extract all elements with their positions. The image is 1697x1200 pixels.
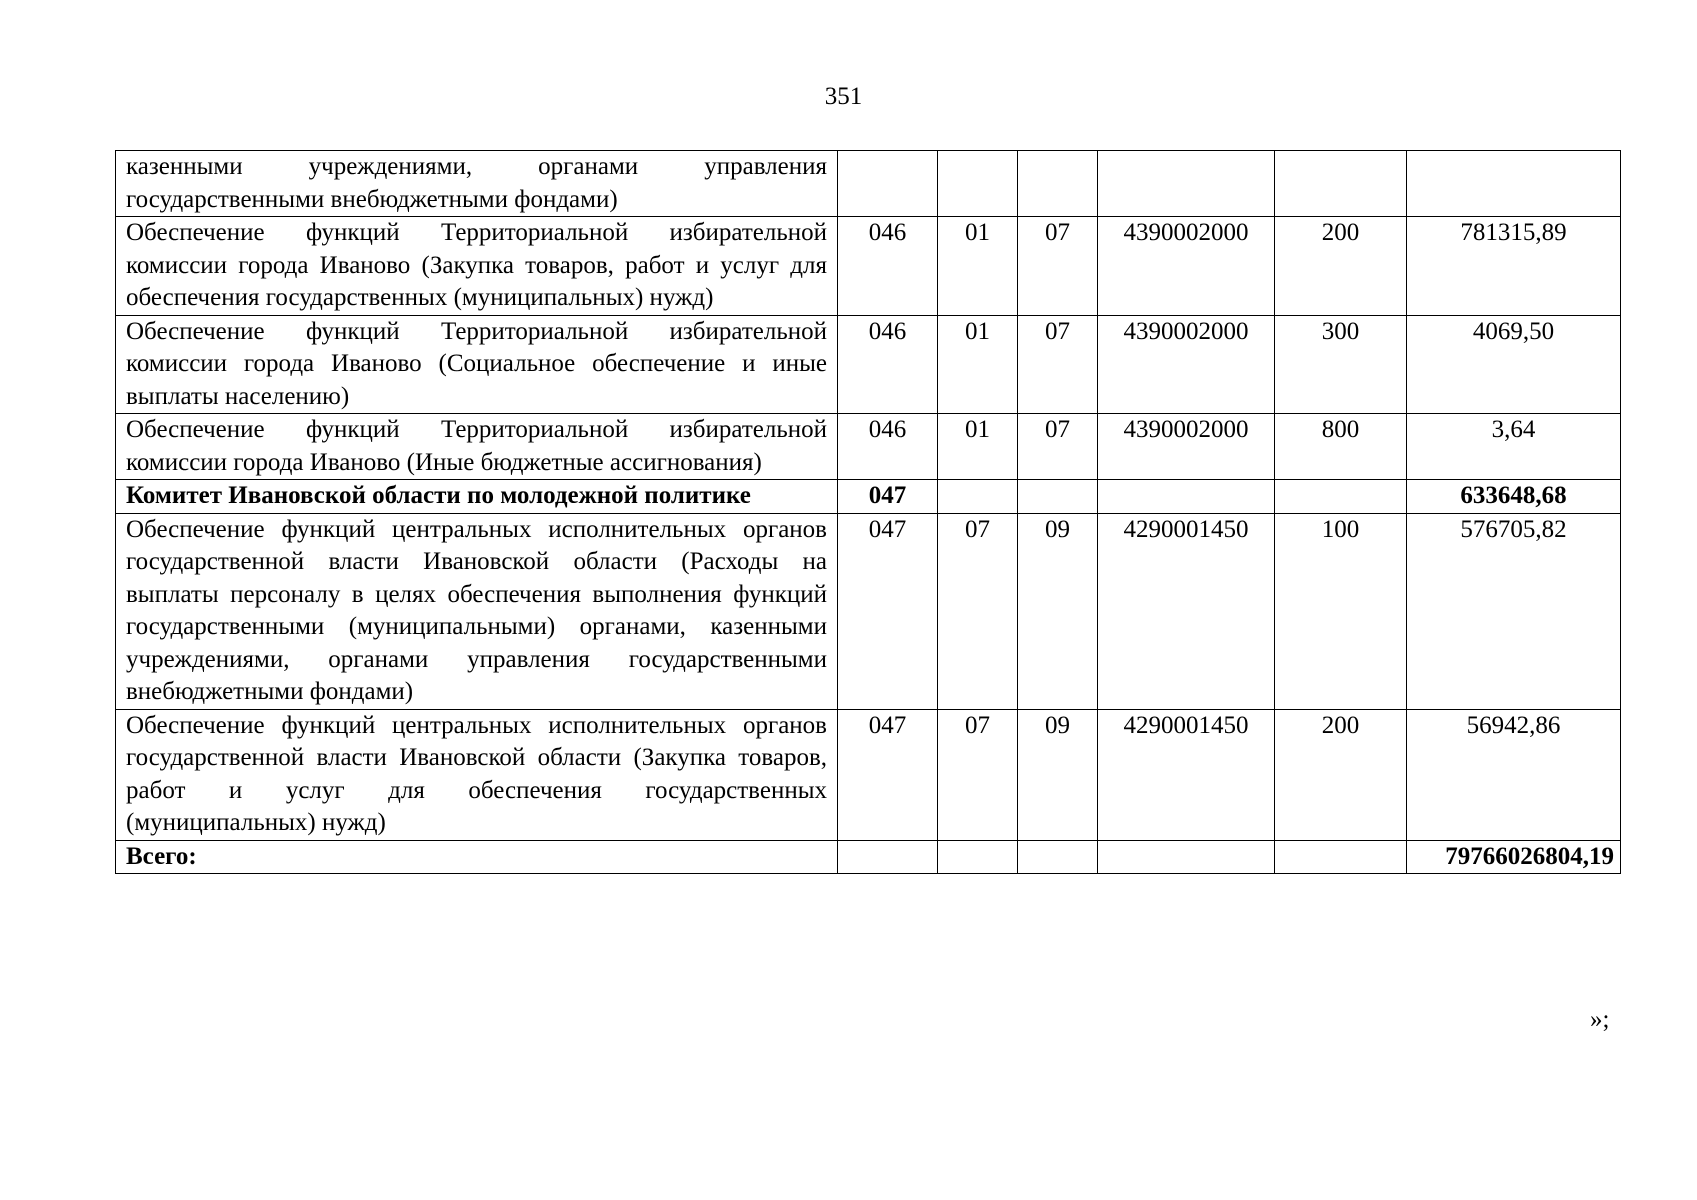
table-row bbox=[116, 414, 1621, 480]
row-subsection-cell: 07 bbox=[1018, 217, 1098, 316]
row-section-cell: 07 bbox=[938, 709, 1018, 840]
row-section-cell: 07 bbox=[938, 513, 1018, 709]
row-admin-code-cell: 046 bbox=[838, 414, 938, 480]
table-row bbox=[116, 709, 1621, 840]
row-admin-code-cell bbox=[838, 151, 938, 217]
row-section-cell bbox=[938, 151, 1018, 217]
row-name-cell: Обеспечение функций центральных исполнительных органов государственной власти Ивановской области (Расходы на выплаты персоналу в целях обеспечения выполнения функций государственными (муниципальными) органами, казенными учреждениями, органами управления государственными внебюджетными фондами) bbox=[116, 513, 838, 709]
total-empty-cell bbox=[838, 840, 938, 874]
row-target-article-cell: 4390002000 bbox=[1098, 217, 1275, 316]
row-subsection-cell bbox=[1018, 151, 1098, 217]
row-sum-cell: 781315,89 bbox=[1407, 217, 1621, 316]
row-expense-type-cell: 200 bbox=[1275, 217, 1407, 316]
table-row bbox=[116, 480, 1621, 514]
row-expense-type-cell bbox=[1275, 480, 1407, 514]
table-row bbox=[116, 513, 1621, 709]
row-name-cell: Обеспечение функций Территориальной избирательной комиссии города Иваново (Социальное обеспечение и иные выплаты населению) bbox=[116, 315, 838, 414]
table-row bbox=[116, 151, 1621, 217]
row-admin-code-cell: 047 bbox=[838, 709, 938, 840]
row-sum-cell: 56942,86 bbox=[1407, 709, 1621, 840]
row-section-cell bbox=[938, 480, 1018, 514]
row-admin-code-cell: 047 bbox=[838, 480, 938, 514]
row-subsection-cell: 07 bbox=[1018, 315, 1098, 414]
row-name-cell: Обеспечение функций Территориальной избирательной комиссии города Иваново (Закупка товаров, работ и услуг для обеспечения государственных (муниципальных) нужд) bbox=[116, 217, 838, 316]
row-sum-cell: 633648,68 bbox=[1407, 480, 1621, 514]
total-empty-cell bbox=[1098, 840, 1275, 874]
row-target-article-cell bbox=[1098, 151, 1275, 217]
total-empty-cell bbox=[938, 840, 1018, 874]
row-name-cell: казенными учреждениями, органами управления государственными внебюджетными фондами) bbox=[116, 151, 838, 217]
row-subsection-cell: 09 bbox=[1018, 513, 1098, 709]
row-admin-code-cell: 047 bbox=[838, 513, 938, 709]
table-row bbox=[116, 315, 1621, 414]
row-subsection-cell: 07 bbox=[1018, 414, 1098, 480]
page-number: 351 bbox=[824, 83, 863, 110]
row-expense-type-cell bbox=[1275, 151, 1407, 217]
row-subsection-cell bbox=[1018, 480, 1098, 514]
row-admin-code-cell: 046 bbox=[838, 315, 938, 414]
row-expense-type-cell: 200 bbox=[1275, 709, 1407, 840]
row-admin-code-cell: 046 bbox=[838, 217, 938, 316]
row-target-article-cell bbox=[1098, 480, 1275, 514]
total-sum: 79766026804,19 bbox=[1407, 840, 1621, 874]
row-expense-type-cell: 100 bbox=[1275, 513, 1407, 709]
row-target-article-cell: 4290001450 bbox=[1098, 709, 1275, 840]
row-section-cell: 01 bbox=[938, 315, 1018, 414]
row-expense-type-cell: 300 bbox=[1275, 315, 1407, 414]
budget-table bbox=[115, 150, 1621, 874]
table-row bbox=[116, 217, 1621, 316]
table-body bbox=[116, 151, 1621, 874]
closing-quote-mark: »; bbox=[1590, 1006, 1610, 1033]
total-row bbox=[116, 840, 1621, 874]
row-name-cell: Обеспечение функций центральных исполнительных органов государственной власти Ивановской области (Закупка товаров, работ и услуг для обеспечения государственных (муниципальных) нужд) bbox=[116, 709, 838, 840]
row-expense-type-cell: 800 bbox=[1275, 414, 1407, 480]
row-section-cell: 01 bbox=[938, 414, 1018, 480]
row-section-cell: 01 bbox=[938, 217, 1018, 316]
row-sum-cell: 576705,82 bbox=[1407, 513, 1621, 709]
row-target-article-cell: 4290001450 bbox=[1098, 513, 1275, 709]
total-empty-cell bbox=[1275, 840, 1407, 874]
row-sum-cell: 4069,50 bbox=[1407, 315, 1621, 414]
row-target-article-cell: 4390002000 bbox=[1098, 315, 1275, 414]
total-empty-cell bbox=[1018, 840, 1098, 874]
row-name-cell: Обеспечение функций Территориальной избирательной комиссии города Иваново (Иные бюджетные ассигнования) bbox=[116, 414, 838, 480]
row-sum-cell: 3,64 bbox=[1407, 414, 1621, 480]
row-name-cell: Комитет Ивановской области по молодежной политике bbox=[116, 480, 838, 514]
row-target-article-cell: 4390002000 bbox=[1098, 414, 1275, 480]
row-sum-cell bbox=[1407, 151, 1621, 217]
total-label: Всего: bbox=[116, 840, 838, 874]
row-subsection-cell: 09 bbox=[1018, 709, 1098, 840]
